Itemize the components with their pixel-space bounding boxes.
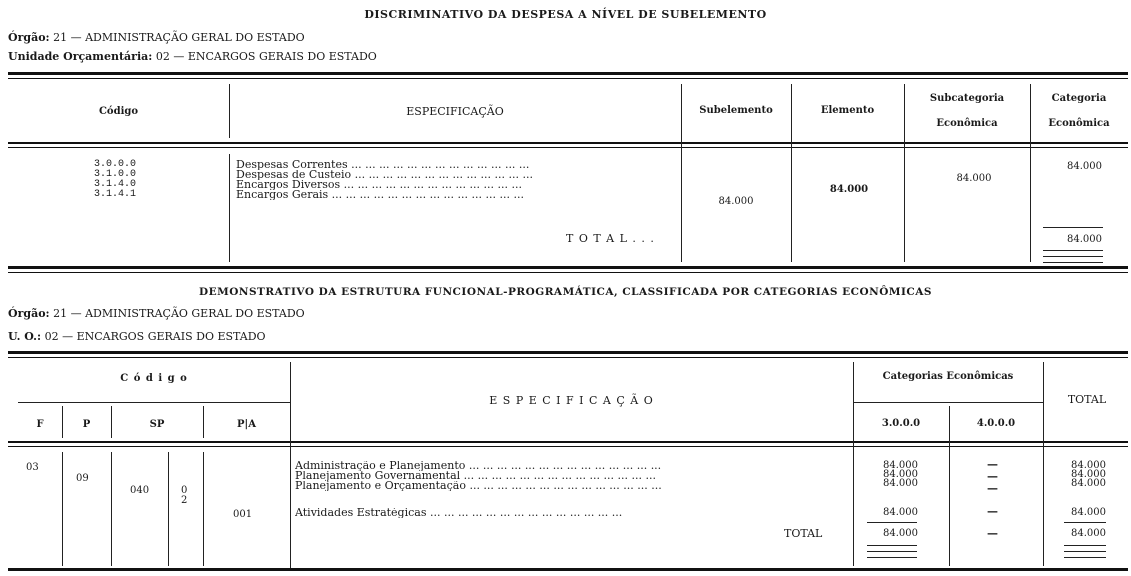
- orgao-line: [8, 31, 305, 44]
- value-total: 84.000: [1071, 478, 1106, 489]
- table1-title: DISCRIMINATIVO DA DESPESA A NÍVEL DE SUBELEMENTO: [364, 8, 767, 21]
- item-row: Despesas Correntes ... ... ... ... ... ... ... ... ... ... ... ... ...: [236, 160, 530, 170]
- header-sp: SP: [149, 419, 165, 430]
- total-value: 84.000: [1067, 234, 1102, 245]
- total-total: 84.000: [1071, 528, 1106, 539]
- code-row: 3.1.0.0: [93, 169, 136, 180]
- orgao2-value: 21 — ADMINISTRAÇÃO GERAL DO ESTADO: [53, 307, 305, 320]
- item-row: Administração e Planejamento ... ... ... ... ... ... ... ... ... ... ... ... ... ...: [295, 461, 662, 471]
- item-row: Despesas de Custeio ... ... ... ... ... ... ... ... ... ... ... ... ...: [236, 170, 533, 180]
- uo-line: [8, 330, 266, 343]
- unidade-value: 02 — ENCARGOS GERAIS DO ESTADO: [155, 50, 377, 63]
- header-p: P: [82, 419, 91, 430]
- header-cat3: 3.0.0.0: [881, 418, 921, 429]
- orgao-label: Órgão:: [8, 31, 50, 44]
- sum-rule: [1064, 522, 1106, 523]
- codigo-divider: [18, 402, 290, 403]
- elemento-value: 84.000: [829, 184, 869, 195]
- code-f: 03: [26, 462, 39, 473]
- col-divider: [949, 406, 950, 566]
- header-codigo2: C ó d i g o: [120, 373, 188, 384]
- categoria-value: 84.000: [1067, 161, 1102, 172]
- sum-rule: [1064, 557, 1106, 558]
- header-pa: P|A: [237, 419, 256, 430]
- code-sp-sub: 0: [181, 485, 188, 496]
- value-4000-atividades: —: [987, 505, 998, 518]
- orgao2-label: Órgão:: [8, 307, 50, 320]
- item-row: Planejamento e Orçamentação ... ... ... ... ... ... ... ... ... ... ... ... ... ...: [295, 481, 662, 491]
- code-p: 09: [76, 473, 89, 484]
- header-categorias: Categorias Econômicas: [882, 371, 1014, 382]
- header-cat4: 4.0.0.0: [976, 418, 1016, 429]
- header-subelemento: Subelemento: [699, 105, 773, 116]
- sum-rule: [1043, 250, 1103, 251]
- value-4000: —: [987, 458, 998, 471]
- unidade-line: [8, 50, 377, 63]
- uo-value: 02 — ENCARGOS GERAIS DO ESTADO: [44, 330, 266, 343]
- table1-bottom-rule-thin: [8, 272, 1128, 273]
- header-categoria: Categoria: [1051, 93, 1107, 104]
- col-divider: [168, 452, 169, 566]
- col-divider: [203, 452, 204, 566]
- subcategoria-value: 84.000: [956, 173, 992, 184]
- code-sp-sub: 2: [181, 495, 188, 506]
- header-especificacao2: E S P E C I F I C A Ç Ã O: [489, 394, 654, 407]
- table1-header-rule: [8, 142, 1128, 144]
- subelemento-value: 84.000: [718, 196, 754, 207]
- header-categoria-2: Econômica: [1048, 118, 1110, 129]
- header-elemento: Elemento: [820, 105, 875, 116]
- header-total: TOTAL: [1067, 393, 1107, 406]
- table1-top-rule-thin: [8, 78, 1128, 79]
- header-subcategoria-2: Econômica: [936, 118, 998, 129]
- table2-top-rule-thin: [8, 357, 1128, 358]
- col-divider: [111, 452, 112, 566]
- sum-rule: [867, 557, 917, 558]
- code-sp: 040: [130, 485, 150, 496]
- value-3000: 84.000: [883, 478, 918, 489]
- value-total-atividades: 84.000: [1071, 507, 1106, 518]
- code-row: 3.0.0.0: [93, 159, 136, 170]
- item-row: Encargos Diversos ... ... ... ... ... ... ... ... ... ... ... ... ...: [236, 180, 522, 190]
- code-row: 3.1.4.0: [93, 179, 136, 190]
- sum-rule: [867, 551, 917, 552]
- sum-rule: [867, 545, 917, 546]
- table2-top-rule: [8, 351, 1128, 354]
- value-total: 84.000: [1071, 469, 1106, 480]
- table2-bottom-rule: [8, 568, 1128, 571]
- value-4000: —: [987, 482, 998, 495]
- header-f: F: [36, 419, 44, 430]
- col-divider: [229, 154, 230, 262]
- code-pa: 001: [233, 509, 253, 520]
- orgao-value: 21 — ADMINISTRAÇÃO GERAL DO ESTADO: [53, 31, 305, 44]
- table2-header-rule: [8, 441, 1128, 443]
- value-3000: 84.000: [883, 460, 918, 471]
- col-divider: [290, 362, 291, 568]
- sum-rule: [867, 522, 917, 523]
- total-4000: —: [987, 527, 998, 540]
- categorias-divider: [853, 402, 1043, 403]
- table2-header-rule-thin: [8, 446, 1128, 447]
- sum-rule: [1064, 551, 1106, 552]
- sum-rule: [1043, 262, 1103, 263]
- sum-rule: [1043, 227, 1103, 228]
- value-4000: —: [987, 470, 998, 483]
- item-row: Planejamento Governamental ... ... ... ... ... ... ... ... ... ... ... ... ... ...: [295, 471, 656, 481]
- table1-header-rule-thin: [8, 147, 1128, 148]
- uo-label: U. O.:: [8, 330, 42, 343]
- col-divider: [1030, 84, 1031, 262]
- header-codigo: Código: [98, 106, 139, 117]
- total-3000: 84.000: [883, 528, 918, 539]
- table1-top-rule: [8, 72, 1128, 75]
- header-subcategoria: Subcategoria: [929, 93, 1005, 104]
- col-divider: [904, 84, 905, 262]
- sum-rule: [1043, 256, 1103, 257]
- code-row: 3.1.4.1: [93, 189, 136, 200]
- table1-bottom-rule: [8, 266, 1128, 269]
- total-label2: TOTAL: [784, 527, 823, 540]
- item-row: Encargos Gerais ... ... ... ... ... ... ... ... ... ... ... ... ... ...: [236, 190, 524, 200]
- value-3000: 84.000: [883, 469, 918, 480]
- total-label: T O T A L . . .: [566, 232, 655, 245]
- value-total: 84.000: [1071, 460, 1106, 471]
- table2-title: DEMONSTRATIVO DA ESTRUTURA FUNCIONAL-PROGRAMÁTICA, CLASSIFICADA POR CATEGORIAS ECONÔMICAS: [199, 286, 932, 298]
- header-especificacao: ESPECIFICAÇÃO: [406, 105, 504, 118]
- col-divider: [853, 362, 854, 566]
- value-3000-atividades: 84.000: [883, 507, 918, 518]
- sum-rule: [1064, 545, 1106, 546]
- col-divider: [62, 452, 63, 566]
- unidade-label: Unidade Orçamentária:: [8, 50, 153, 63]
- item-row-atividades: Atividades Estratégicas ... ... ... ... ... ... ... ... ... ... ... ... ... ...: [295, 508, 623, 518]
- orgao2-line: [8, 307, 305, 320]
